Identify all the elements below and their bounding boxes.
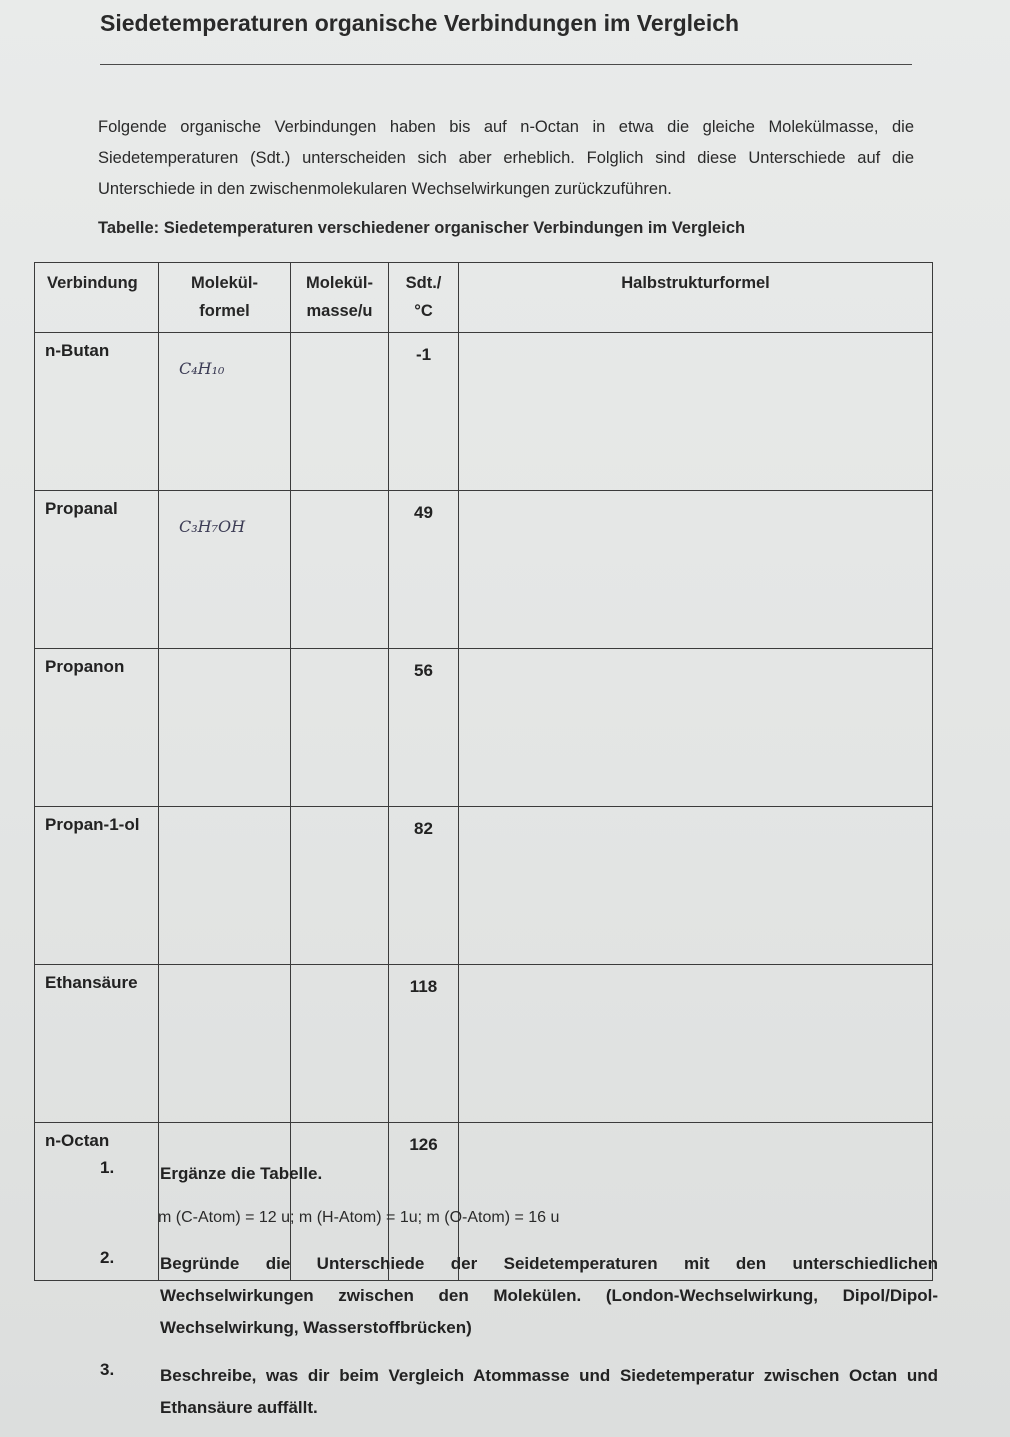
cell-verbindung: Ethansäure <box>35 965 159 1123</box>
cell-masse[interactable] <box>291 491 389 649</box>
task-item <box>100 1158 938 1190</box>
header-halbstrukturformel <box>459 263 933 333</box>
header-verbindung <box>35 263 159 333</box>
cell-halbstruktur[interactable] <box>459 491 933 649</box>
cell-sdt: 82 <box>389 807 459 965</box>
cell-formel[interactable] <box>159 807 291 965</box>
task-list <box>100 1158 938 1424</box>
table-row <box>35 965 933 1123</box>
task-item <box>100 1248 938 1344</box>
table-row <box>35 333 933 491</box>
cell-formel-handwritten[interactable]: C₃H₇OH <box>159 491 291 649</box>
table-row <box>35 807 933 965</box>
cell-sdt: 56 <box>389 649 459 807</box>
boiling-point-table <box>34 262 933 1281</box>
task-item <box>100 1360 938 1424</box>
table-container <box>34 262 933 1281</box>
cell-verbindung: n-Octan <box>35 1123 159 1281</box>
cell-sdt: 118 <box>389 965 459 1123</box>
cell-verbindung: Propanon <box>35 649 159 807</box>
cell-verbindung: Propan-1-ol <box>35 807 159 965</box>
cell-verbindung: Propanal <box>35 491 159 649</box>
table-row <box>35 649 933 807</box>
task-text: Begründe die Unterschiede der Seidetemperaturen mit den unterschiedlichen Wechselwirkungen zwischen den Molekülen. (London-Wechselwirkung, Dipol/Dipol-Wechselwirkung, Wasserstoffbrücken) <box>160 1254 938 1337</box>
cell-sdt: -1 <box>389 333 459 491</box>
atom-masses-note: m (C-Atom) = 12 u; m (H-Atom) = 1u; m (O-Atom) = 16 u <box>158 1209 560 1226</box>
header-verbindung-label: Verbindung <box>47 274 138 292</box>
task-number: 1. <box>100 1158 115 1177</box>
task-number: 2. <box>100 1248 115 1267</box>
cell-masse[interactable] <box>291 649 389 807</box>
table-caption: Tabelle: Siedetemperaturen verschiedener organischer Verbindungen im Vergleich <box>98 219 746 237</box>
cell-masse[interactable] <box>291 807 389 965</box>
cell-halbstruktur[interactable] <box>459 649 933 807</box>
header-molekuelmasse <box>291 263 389 333</box>
cell-halbstruktur[interactable] <box>459 965 933 1123</box>
cell-halbstruktur[interactable] <box>459 807 933 965</box>
title-underline <box>100 64 912 65</box>
table-row <box>35 491 933 649</box>
cell-formel[interactable] <box>159 649 291 807</box>
cell-formel[interactable] <box>159 965 291 1123</box>
task-text: Beschreibe, was dir beim Vergleich Atommasse und Siedetemperatur zwischen Octan und Ethansäure auffällt. <box>160 1366 938 1417</box>
task-text: Ergänze die Tabelle. <box>160 1164 323 1183</box>
cell-verbindung: n-Butan <box>35 333 159 491</box>
header-sdt <box>389 263 459 333</box>
header-molekuelformel <box>159 263 291 333</box>
cell-halbstruktur[interactable] <box>459 333 933 491</box>
header-halbstrukturformel-label: Halbstrukturformel <box>621 274 770 292</box>
cell-masse[interactable] <box>291 333 389 491</box>
cell-formel-handwritten[interactable]: C₄H₁₀ <box>159 333 291 491</box>
cell-masse[interactable] <box>291 965 389 1123</box>
page-title: Siedetemperaturen organische Verbindungen im Vergleich <box>100 10 740 36</box>
header-molekuelformel-label: Molekül- formel <box>191 274 258 320</box>
table-header-row <box>35 263 933 333</box>
intro-paragraph: Folgende organische Verbindungen haben bis auf n-Octan in etwa die gleiche Molekülmasse, die Siedetemperaturen (Sdt.) unterscheiden sich aber erheblich. Folglich sind diese Unterschiede auf die Unterschiede in den zwischenmolekularen Wechselwirkungen zurückzuführen. <box>98 118 914 198</box>
header-molekuelmasse-label: Molekül- masse/u <box>306 274 373 320</box>
header-sdt-label: Sdt./ °C <box>405 274 442 320</box>
cell-sdt: 49 <box>389 491 459 649</box>
cell-sdt: 126 <box>389 1123 459 1281</box>
task-number: 3. <box>100 1360 115 1379</box>
